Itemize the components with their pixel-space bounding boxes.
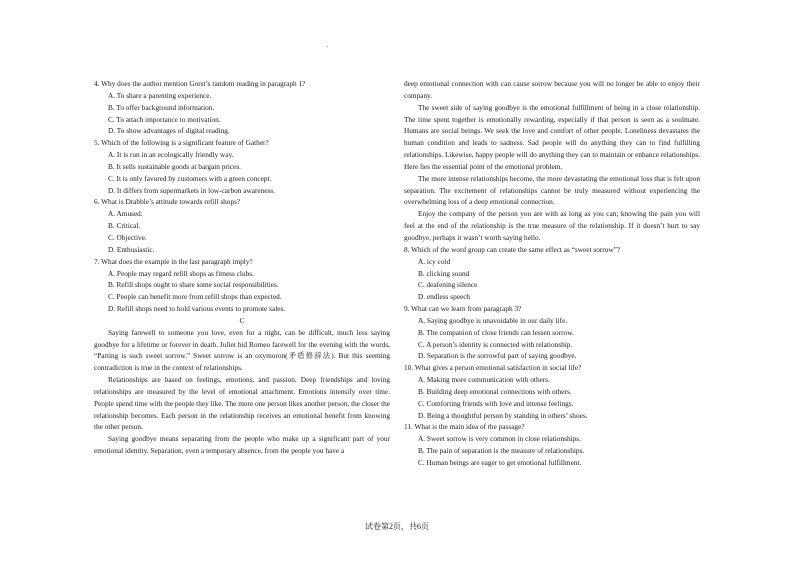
right-column: [404, 78, 700, 469]
question-10-option-d: D. Being a thoughtful person by standing in others’ shoes.: [418, 410, 588, 420]
passage-paragraph-2: Relationships are based on feelings, emotions, and passion. Deep friendships and loving relationships are measured by the level of emotional attachment. Emotions intensify over time. People spend time with the people they like. The more one person likes another person, the closer the relationship becomes. Each person in the relationship receives an emotional benefit from knowing the other person.: [94, 375, 390, 432]
question-9-option-d: D. Separation is the sorrowful part of saying goodbye.: [418, 351, 577, 361]
question-4-option-a: A. To share a parenting experience.: [108, 90, 212, 100]
question-4-option-b: B. To offer background information.: [108, 102, 215, 112]
question-6: 6. What is Drabble’s attitude towards refill shops?: [94, 197, 241, 207]
passage-paragraph-4: The sweet side of saying goodbye is the emotional fulfillment of being in a close relationship. The time spent together is emotionally rewarding, especially if that person is seen as a soulmate. Humans are social beings. We seek the love and comfort of other people. Loneliness devastates the human condition and leads to sadness. Sad people will do anything they can to find fulfilling relationships. Likewise, happy people will do anything they can to maintain or enhance relationships. Here lies the essential point of the emotional problem.: [404, 102, 700, 171]
passage-paragraph-6: Enjoy the company of the person you are with as long as you can; knowing the pain you will feel at the end of the relationship is the true measure of the relationship. If it doesn’t hurt to say goodbye, perhaps it wasn’t worth saying hello.: [404, 209, 700, 242]
question-8-option-d: D. endless speech: [418, 292, 471, 302]
question-5-option-d: D. It differs from supermarkets in low-carbon awareness.: [108, 185, 276, 195]
passage-paragraph-3-continued: deep emotional connection with can cause sorrow because you will no longer be able to enjoy their company.: [404, 79, 700, 100]
question-8: 8. Which of the word group can create the same effect as “sweet sorrow”?: [404, 244, 621, 254]
question-8-option-a: A. icy cold: [418, 256, 451, 266]
question-4-option-d: D. To show advantages of digital reading.: [108, 126, 230, 136]
question-4: 4. Why does the author mention Gorst’s random reading in paragraph 1?: [94, 79, 306, 88]
question-10: 10. What gives a person emotional satisfaction in social life?: [404, 363, 582, 373]
question-4-option-c: C. To attach importance to motivation.: [108, 114, 221, 124]
question-11: 11. What is the main idea of the passage?: [404, 422, 525, 432]
question-5: 5. Which of the following is a significant feature of Gather?: [94, 138, 269, 148]
question-7-option-a: A. People may regard refill shops as fitness clubs.: [108, 268, 254, 278]
passage-paragraph-3: Saying goodbye means separating from the people who make up a significant part of your emotional identity. Separation, even a temporary absence, from the people you have a: [94, 434, 390, 456]
question-9-option-c: C. A person’s identity is connected with relationship.: [418, 339, 573, 349]
question-7-option-b: B. Refill shops ought to share some social responsibilities.: [108, 280, 279, 290]
section-label: C: [239, 315, 245, 325]
question-5-option-b: B. It sells sustainable goods at bargain prices.: [108, 161, 242, 171]
question-10-option-b: B. Building deep emotional connections with others.: [418, 386, 572, 396]
left-column: [94, 78, 390, 457]
passage-paragraph-5: The more intense relationships become, the more devastating the emotional loss that is felt upon separation. The excitement of relationships cannot be truly measured without experiencing the overwhelming loss of a deep emotional connection.: [404, 173, 700, 207]
question-10-option-a: A. Making more communication with others.: [418, 375, 550, 385]
question-9: 9. What can we learn from paragraph 3?: [404, 304, 522, 314]
question-6-option-c: C. Objective.: [108, 232, 147, 242]
question-11-option-c: C. Human beings are eager to get emotional fulfillment.: [418, 458, 582, 467]
question-11-option-b: B. The pain of separation is the measure of relationships.: [418, 446, 585, 456]
scan-speck: [327, 46, 328, 47]
question-5-option-c: C. It is only favored by customers with a green concept.: [108, 173, 272, 183]
question-11-option-a: A. Sweet sorrow is very common in close relationships.: [418, 434, 581, 444]
question-6-option-b: B. Critical.: [108, 221, 141, 231]
question-7-option-c: C. People can benefit more from refill shops than expected.: [108, 292, 282, 302]
question-6-option-a: A. Amused.: [108, 209, 143, 219]
question-8-option-b: B. clicking sound: [418, 268, 470, 278]
passage-paragraph-1: Saying farewell to someone you love, even for a night, can be difficult, much less saying goodbye for a lifetime or forever in death. Juliet bid Romeo farewell for the evening with the words, “Parting is such sweet sorrow.” Sweet sorrow is an oxymoron(矛盾修辞法). But this seeming contradiction is true in the context of relationships.: [94, 327, 390, 373]
question-9-option-a: A. Saying goodbye is unavoidable in our daily life.: [418, 315, 568, 325]
question-10-option-c: C. Comforting friends with love and intense feelings.: [418, 398, 574, 408]
question-7: 7. What does the example in the last paragraph imply?: [94, 256, 253, 266]
page-footer: 试卷第2页，共6页: [365, 522, 429, 531]
question-5-option-a: A. It is run in an ecologically friendly way.: [108, 150, 234, 160]
question-7-option-d: D. Refill shops need to hold various events to promote sales.: [108, 304, 286, 314]
question-9-option-b: B. The companion of close friends can lessen sorrow.: [418, 327, 574, 337]
question-6-option-d: D. Enthusiastic.: [108, 244, 155, 254]
question-8-option-c: C. deafening silence: [418, 280, 478, 290]
